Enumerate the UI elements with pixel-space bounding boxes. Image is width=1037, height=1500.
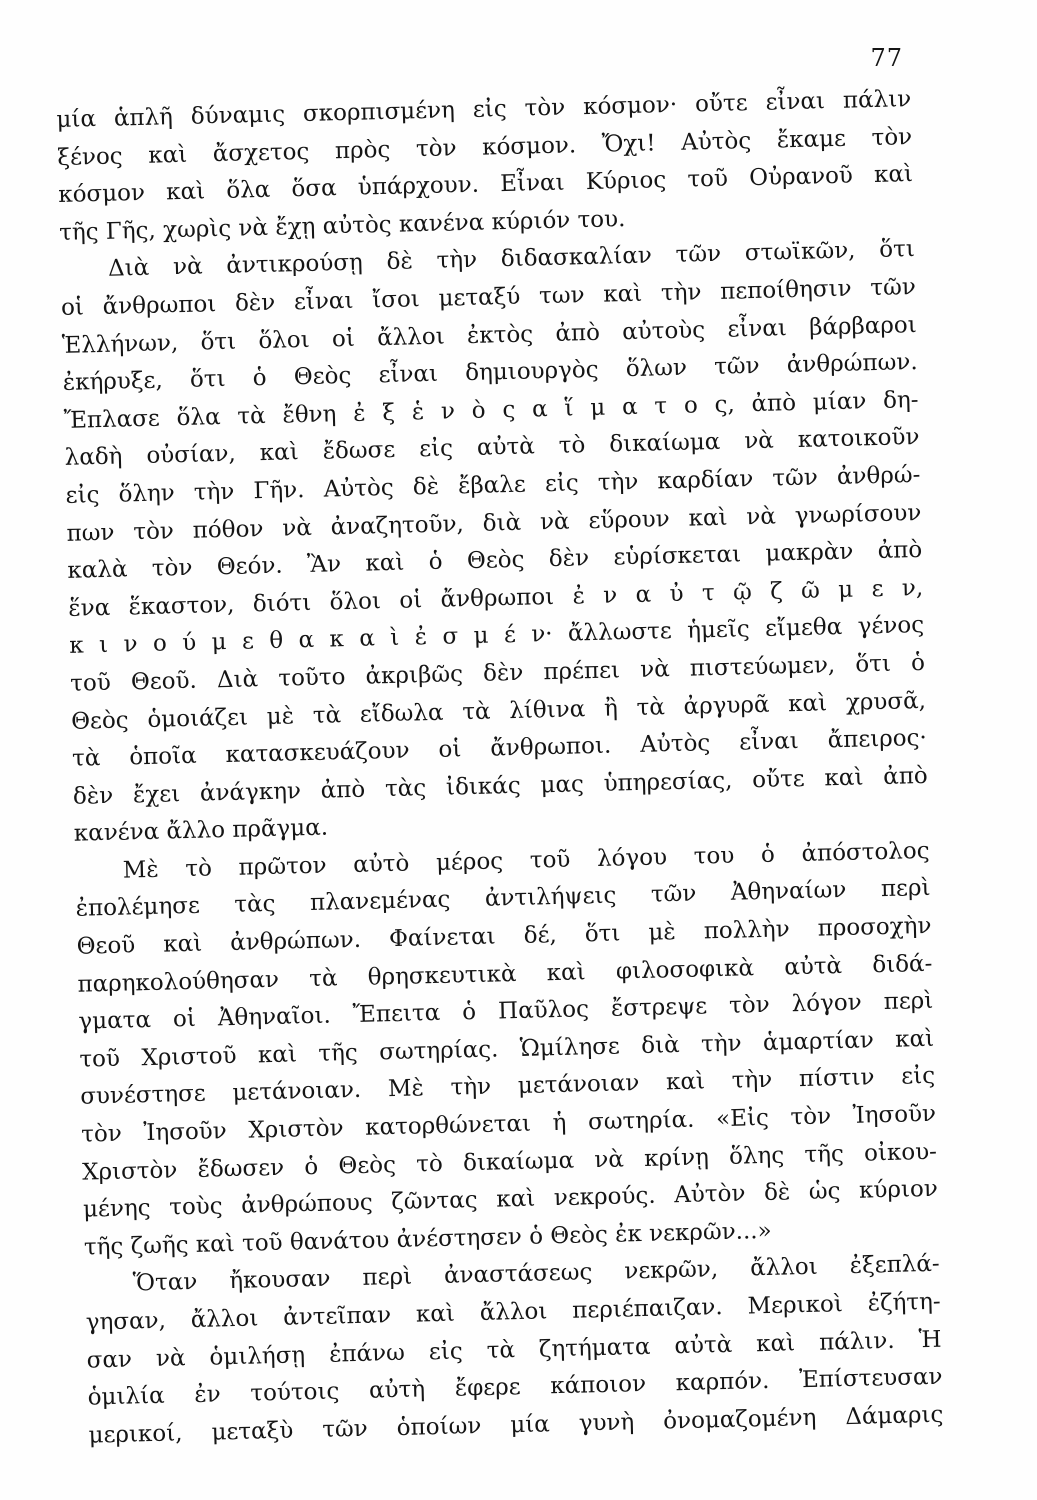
- text-line: Θεὸς ὁμοιάζει μὲ τὰ εἴδωλα τὰ λίθινα ἢ τὰ ἀργυρᾶ καὶ χρυσᾶ,: [70, 687, 927, 735]
- text-line: παρηκολούθησαν τὰ θρησκευτικὰ καὶ φιλοσοφικὰ αὐτὰ διδά-: [77, 950, 933, 998]
- text-line: κόσμον καὶ ὅλα ὅσα ὑπάρχουν. Εἶναι Κύριος τοῦ Οὐρανοῦ καὶ: [57, 161, 914, 209]
- page-number: 77: [870, 44, 903, 72]
- text-line: συνέστησε μετάνοιαν. Μὲ τὴν μετάνοιαν καὶ τὴν πίστιν εἰς: [80, 1063, 936, 1111]
- text-line: τῆς ζωῆς καὶ τοῦ θανάτου ἀνέστησεν ὁ Θεὸς ἐκ νεκρῶν...»: [83, 1217, 772, 1261]
- text-line: ἐκήρυξε, ὅτι ὁ Θεὸς εἶναι δημιουργὸς ὅλων τῶν ἀνθρώπων.: [62, 349, 918, 397]
- text-line: κ ι ν ο ύ μ ε θ α κ α ὶ ἐ σ μ έ ν· ἄλλωστε ἡμεῖς εἴμεθα γένος: [68, 612, 925, 660]
- text-line: Χριστὸν ἔδωσεν ὁ Θεὸς τὸ δικαίωμα νὰ κρίνῃ ὅλης τῆς οἰκου-: [81, 1138, 938, 1186]
- text-line: καλὰ τὸν Θεόν. Ἂν καὶ ὁ Θεὸς δὲν εὑρίσκεται μακρὰν ἀπὸ: [67, 537, 923, 584]
- text-line: Μὲ τὸ πρῶτον αὐτὸ μέρος τοῦ λόγου του ὁ ἀπόστολος: [122, 837, 930, 884]
- text-line: εἰς ὅλην τὴν Γῆν. Αὐτὸς δὲ ἔβαλε εἰς τὴν καρδίαν τῶν ἀνθρώ-: [65, 461, 921, 509]
- text-line: Ἑλλήνων, ὅτι ὅλοι οἱ ἄλλοι ἐκτὸς ἀπὸ αὐτοὺς εἶναι βάρβαροι: [61, 311, 918, 359]
- text-line: λαδὴ οὐσίαν, καὶ ἔδωσε εἰς αὐτὰ τὸ δικαίωμα νὰ κατοικοῦν: [64, 424, 920, 472]
- text-line: Ὅταν ἤκουσαν περὶ ἀναστάσεως νεκρῶν, ἄλλοι ἐξεπλά-: [132, 1251, 940, 1297]
- text-line: τοῦ Θεοῦ. Διὰ τοῦτο ἀκριβῶς δὲν πρέπει νὰ πιστεύωμεν, ὅτι ὁ: [69, 649, 926, 697]
- text-line: γησαν, ἄλλοι ἀντεῖπαν καὶ ἄλλοι περιέπαιζαν. Μερικοὶ ἐζήτη-: [85, 1288, 941, 1336]
- text-line: σαν νὰ ὁμιλήσῃ ἐπάνω εἰς τὰ ζητήματα αὐτὰ καὶ πάλιν. Ἡ: [86, 1326, 942, 1374]
- text-line: πων τὸν πόθον νὰ ἀναζητοῦν, διὰ νὰ εὕρουν καὶ νὰ γνωρίσουν: [66, 499, 922, 547]
- text-line: μερικοί, μεταξὺ τῶν ὁποίων μία γυνὴ ὀνομαζομένη Δάμαρις: [88, 1401, 944, 1449]
- text-line: ἕνα ἕκαστον, διότι ὅλοι οἱ ἄνθρωποι ἐ ν α ὐ τ ῷ ζ ῶ μ ε ν,: [68, 574, 924, 622]
- text-line: ξένος καὶ ἄσχετος πρὸς τὸν κόσμον. Ὄχι! Αὐτὸς ἔκαμε τὸν: [57, 123, 913, 171]
- text-line: τῆς Γῆς, χωρὶς νὰ ἔχῃ αὐτὸς κανένα κύριόν του.: [58, 205, 626, 246]
- text-line: τὸν Ἰησοῦν Χριστὸν κατορθώνεται ἡ σωτηρία. «Εἰς τὸν Ἰησοῦν: [80, 1100, 937, 1148]
- page-text-body: [56, 81, 944, 1455]
- text-line: Διὰ νὰ ἀντικρούσῃ δὲ τὴν διδασκαλίαν τῶν στωϊκῶν, ὅτι: [107, 236, 916, 283]
- text-line: Θεοῦ καὶ ἀνθρώπων. Φαίνεται δέ, ὅτι μὲ πολλὴν προσοχὴν: [76, 912, 932, 960]
- text-line: δὲν ἔχει ἀνάγκην ἀπὸ τὰς ἰδικάς μας ὑπηρεσίας, οὔτε καὶ ἀπὸ: [72, 762, 929, 810]
- text-line: γματα οἱ Ἀθηναῖοι. Ἔπειτα ὁ Παῦλος ἔστρεψε τὸν λόγον περὶ: [78, 988, 934, 1035]
- text-line: οἱ ἄνθρωποι δὲν εἶναι ἴσοι μεταξύ των καὶ τὴν πεποίθησιν τῶν: [60, 274, 917, 321]
- text-line: ὁμιλία ἐν τούτοις αὐτὴ ἔφερε κάποιον καρπόν. Ἐπίστευσαν: [87, 1363, 943, 1411]
- text-line: τὰ ὁποῖα κατασκευάζουν οἱ ἄνθρωποι. Αὐτὸς εἶναι ἄπειρος·: [71, 725, 928, 772]
- text-line: τοῦ Χριστοῦ καὶ τῆς σωτηρίας. Ὡμίλησε διὰ τὴν ἁμαρτίαν καὶ: [79, 1025, 935, 1073]
- text-line: ἐπολέμησε τὰς πλανεμένας ἀντιλήψεις τῶν Ἀθηναίων περὶ: [75, 875, 931, 923]
- text-line: Ἔπλασε ὅλα τὰ ἔθνη ἐ ξ ἑ ν ὸ ς α ἵ μ α τ ο ς, ἀπὸ μίαν δη-: [63, 386, 919, 434]
- text-line: μένης τοὺς ἀνθρώπους ζῶντας καὶ νεκρούς. Αὐτὸν δὲ ὡς κύριον: [82, 1176, 939, 1223]
- text-line: κανένα ἄλλο πρᾶγμα.: [73, 814, 329, 848]
- text-line: μία ἁπλῆ δύναμις σκορπισμένη εἰς τὸν κόσμον· οὔτε εἶναι πάλιν: [56, 86, 912, 133]
